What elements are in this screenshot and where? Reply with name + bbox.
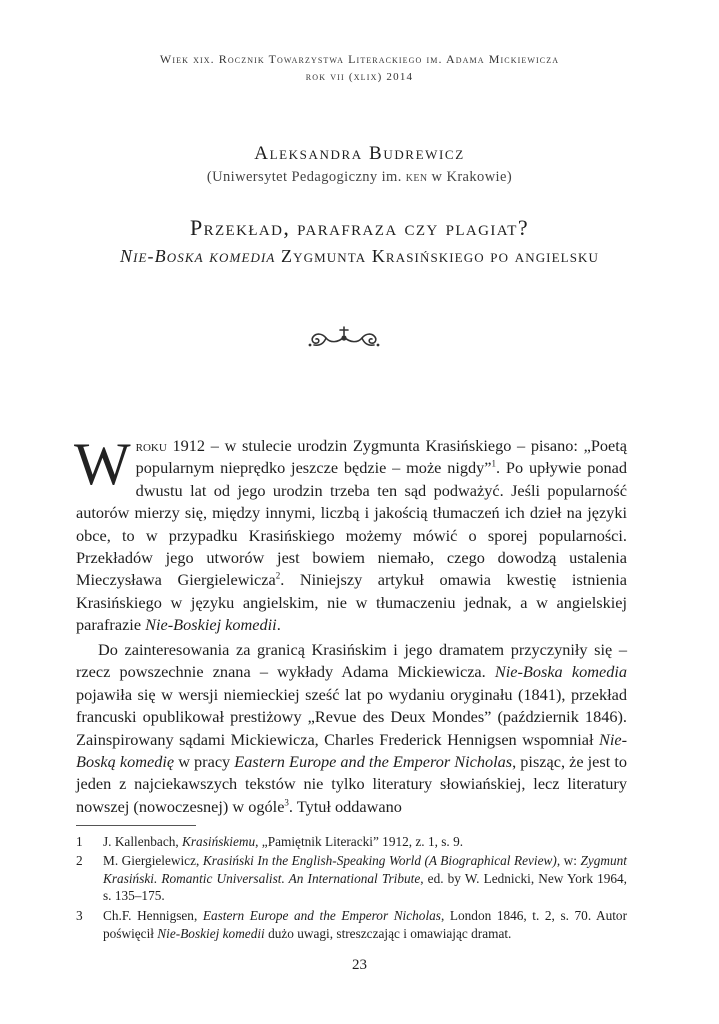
- footnote-1: [76, 833, 627, 851]
- fn1-italic-1: Krasińskiemu: [182, 834, 256, 849]
- fn3-italic-1: Eastern Europe and the Emperor Nicholas: [202, 908, 441, 923]
- para1-text-4: .: [276, 615, 281, 635]
- affiliation-open: (Uniwersytet Pedagogiczny im.: [206, 169, 406, 185]
- article-subtitle: [0, 246, 719, 267]
- para2-italic-1: Nie-Boska komedia: [494, 662, 627, 682]
- issue-line: rok vii (xlix) 2014: [305, 71, 414, 83]
- para2-text-4: , pisząc, że jest to jeden z najciekawszych tekstów nie tylko literatury słowiańskiej, lecz literatury nowszej (nowoczesnej) w ogóle: [76, 752, 628, 816]
- fn1-text-a: J. Kallenbach,: [103, 834, 183, 849]
- affiliation-ken: ken: [405, 169, 428, 185]
- fn2-text-a: M. Giergielewicz,: [103, 853, 203, 868]
- subtitle-italic: Nie-Boska komedia: [119, 246, 276, 266]
- footnote-2: [76, 852, 627, 905]
- fn2-italic-1: Krasiński In the English-Speaking World (A Biographical Review): [202, 853, 557, 868]
- running-head: Wiek xix. Rocznik Towarzystwa Literackiego im. Adama Mickiewicza: [159, 52, 560, 66]
- drop-cap: W: [74, 431, 131, 497]
- footnote-divider: [76, 825, 196, 826]
- footnote-text: [103, 833, 627, 851]
- footnote-ref-2: 2: [275, 571, 281, 582]
- subtitle-rest: Zygmunta Krasińskiego po angielsku: [275, 246, 600, 266]
- footnote-number: 2: [76, 853, 83, 868]
- affiliation-close: w Krakowie): [427, 169, 513, 185]
- para1-text-3: . Niniejszy artykuł omawia kwestię istnienia Krasińskiego w języku angielskim, nie w tłumaczeniu jednak, a w angielskiej parafrazie: [76, 570, 627, 635]
- fn2-italic-2: Zygmunt Krasiński. Romantic Universalist. An International Tribute: [103, 853, 627, 886]
- lead-in: roku: [135, 436, 167, 455]
- article-title: Przekład, parafraza czy plagiat?: [189, 215, 530, 240]
- page-number: 23: [352, 957, 367, 973]
- para1-text-2: . Po upływie ponad dwustu lat od jego urodzin trzeba ten sąd podważyć. Jeśli popularność autorów mierzy się, między innymi, liczbą i jakością tłumaczeń ich dzieł na języki obce, to w przypadku Krasińskiego możemy mówić o sporej popularności. Przekładów jego utworów jest bowiem niemało, czego dowodzą ustalenia Mieczysława Giergielewicza: [76, 458, 627, 590]
- para2-italic-3: Eastern Europe and the Emperor Nicholas: [234, 752, 513, 772]
- para2-text-1: Do zainteresowania za granicą Krasińskim i jego dramatem przyczyniły się – rzecz powszechnie znana – wykłady Adama Mickiewicza.: [76, 640, 627, 682]
- fn3-text-b: , London 1846, t. 2, s. 70. Autor poświęcił: [103, 908, 628, 941]
- footnote-text: [103, 907, 627, 942]
- footnote-text: [103, 852, 627, 905]
- para2-text-5: . Tytuł oddawano: [288, 796, 402, 816]
- fn3-text-c: dużo uwagi, streszczając i omawiając dramat.: [264, 925, 512, 941]
- fn2-text-c: , ed. by W. Lednicki, New York 1964, s. 135–175.: [103, 870, 627, 903]
- footnote-number: 1: [76, 834, 83, 849]
- fn3-italic-2: Nie-Boskiej komedii: [157, 925, 265, 941]
- author-affiliation: [0, 169, 719, 186]
- footnote-3: [76, 907, 627, 942]
- para1-text-1: 1912 – w stulecie urodzin Zygmunta Krasińskiego – pisano: „Poetą popularnym nieprędko jeszcze będzie – może nigdy”: [135, 436, 627, 478]
- body-paragraph-1: [74, 431, 627, 637]
- footnote-number: 3: [76, 908, 83, 923]
- fn3-text-a: Ch.F. Hennigsen,: [103, 908, 203, 923]
- author-name: Aleksandra Budrewicz: [254, 143, 465, 164]
- para2-text-2: pojawiła się w wersji niemieckiej sześć lat po wydaniu oryginału (1841), przekład francuski opublikował prestiżowy „Revue des Deux Mondes” (październik 1846). Zainspirowany sądami Mickiewicza, Charles Frederick Hennigsen wspomniał: [76, 684, 627, 749]
- para1-italic-title: Nie-Boskiej komedii: [145, 615, 277, 635]
- fn1-text-b: , „Pamiętnik Literacki” 1912, z. 1, s. 9.: [255, 834, 464, 849]
- fleuron-ornament: [304, 321, 384, 351]
- body-paragraph-2: [76, 639, 627, 818]
- fn2-text-b: , w:: [556, 853, 581, 868]
- para2-italic-2: Nie-Boską komedię: [76, 729, 627, 772]
- footnote-ref-3: 3: [284, 797, 289, 808]
- para2-text-3: w pracy: [174, 752, 235, 772]
- footnote-ref-1: 1: [491, 458, 497, 469]
